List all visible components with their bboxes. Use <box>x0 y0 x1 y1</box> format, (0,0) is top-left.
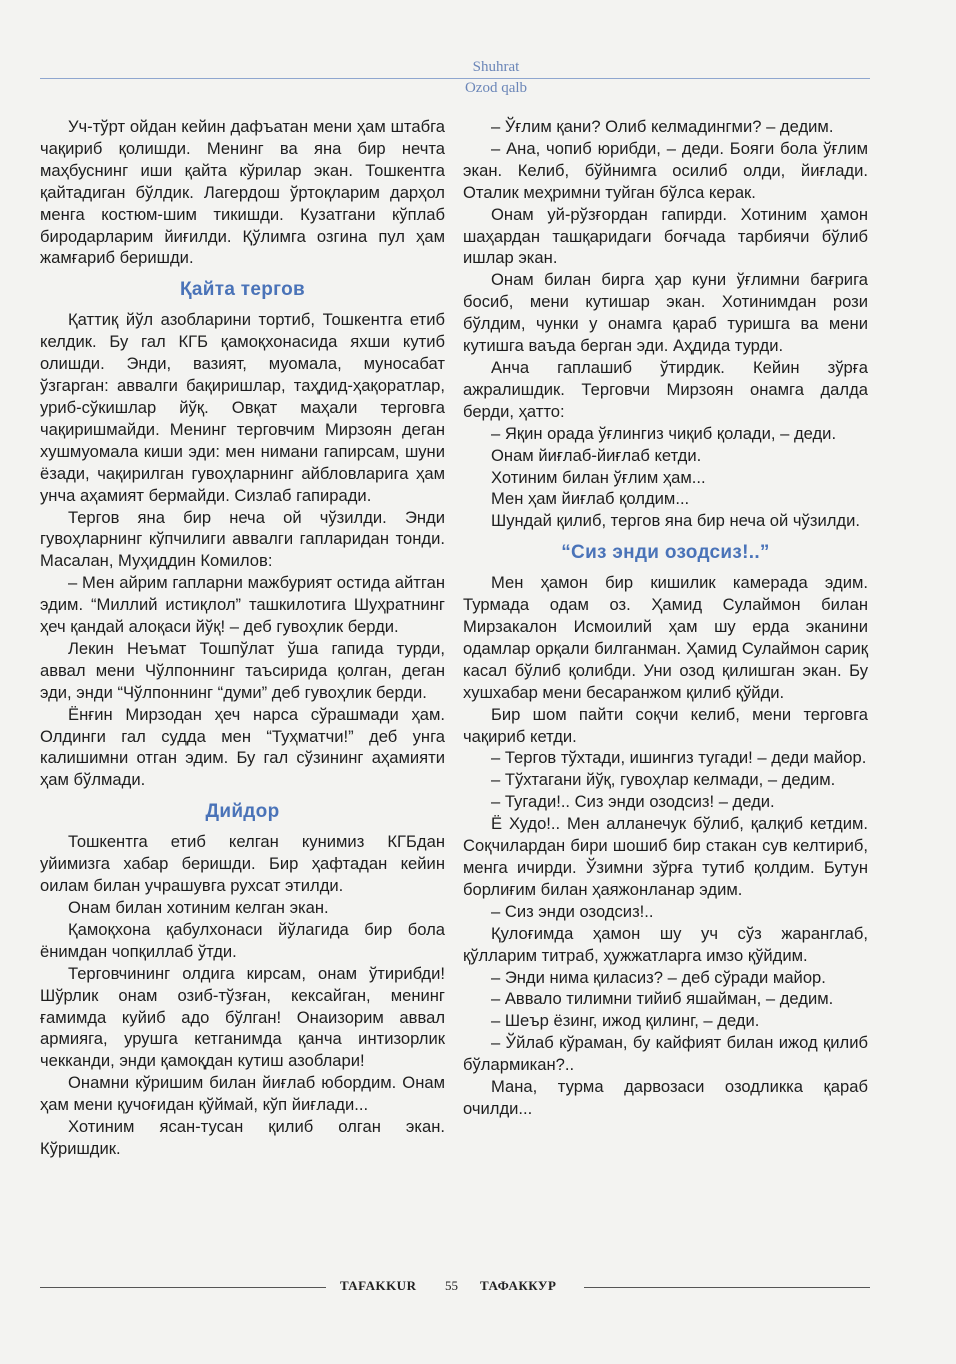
paragraph: Ё Худо!.. Мен алланечук бўлиб, қалқиб кетдим. Соқчилардан бири шошиб бир стакан сув келтириб, менга ичирди. Ўзимни зўрға тутиб қолдим. Бутун борлиғим билан ҳаяжонланар эдим. <box>463 814 868 899</box>
section-heading: “Сиз энди озодсиз!..” <box>561 542 770 564</box>
left-column <box>40 116 445 1160</box>
paragraph: Лекин Неъмат Тошпўлат ўша гапида турди, аввал мени Чўлпоннинг таъсирида қолган, деган эди, энди “Чўлпоннинг “думи” деб гувоҳлик берди. <box>40 638 445 702</box>
paragraph: – Тўхтагани йўқ, гувоҳлар келмади, – дедим. <box>491 770 836 790</box>
paragraph: – Яқин орада ўғлингиз чиқиб қолади, – деди. <box>491 423 837 443</box>
page-number: 55 <box>445 1278 458 1293</box>
right-column <box>463 116 868 1120</box>
paragraph: – Ўғлим қани? Олиб келмадингми? – дедим. <box>491 117 834 136</box>
running-head-author: Shuhrat <box>472 59 520 75</box>
paragraph: Онам уй-рўзғордан гапирди. Хотиним ҳамон шаҳардан ташқаридаги боғчада тарбиячи бўлиб ишлар экан. <box>463 204 868 268</box>
paragraph: – Мен айрим гапларни мажбурият остида айтган эдим. “Миллий истиқлол” ташкилотига Шуҳратнинг ҳеч қандай алоқаси йўқ! – деб гувоҳлик берди. <box>40 573 445 637</box>
paragraph: Анча гаплашиб ўтирдик. Кейин зўрға ажралишдик. Терговчи Мирзоян онамга далда берди, ҳатто: <box>463 357 868 421</box>
paragraph: Тергов яна бир неча ой чўзилди. Энди гувоҳларнинг кўпчилиги аввалги гапларидан тонди. Масалан, Муҳиддин Комилов: <box>40 507 445 571</box>
footer-magazine-latin: TAFAKKUR <box>340 1278 417 1293</box>
footer-rule-right <box>584 1287 870 1288</box>
paragraph: Мана, турма дарвозаси озодликка қараб очилди... <box>463 1077 868 1118</box>
page-footer <box>40 1278 870 1298</box>
paragraph: Уч-тўрт ойдан кейин дафъатан мени ҳам штабга чақириб қолишди. Менинг ва яна бир нечта маҳбуснинг иши қайта кўрилар экан. Тошкентга қайтадиган бўлдик. Лагердош ўртоқларим дарҳол менга костюм-шим тикишди. Кузатгани кўплаб биродарларим йиғилди. Қўлимга озгина пул ҳам жамғариб беришди. <box>40 117 445 268</box>
paragraph: Қамоқхона қабулхонаси йўлагида бир бола ёнимдан чопқиллаб ўтди. <box>40 919 445 961</box>
paragraph: – Энди нима қиласиз? – деб сўради майор. <box>491 967 826 987</box>
section-heading: Қайта тергов <box>179 279 306 301</box>
paragraph: Хотиним билан ўғлим ҳам... <box>491 467 706 487</box>
paragraph: Бир шом пайти соқчи келиб, мени терговга чақириб кетди. <box>463 704 868 746</box>
paragraph: – Шеър ёзинг, ижод қилинг, – деди. <box>491 1011 760 1031</box>
paragraph: Мен ҳам йиғлаб қолдим... <box>491 489 690 509</box>
paragraph: Онам билан хотиним келган экан. <box>68 898 329 917</box>
paragraph: Қулоғимда ҳамон шу уч сўз жаранглаб, қўлларим титраб, ҳужжатларга имзо қўйдим. <box>463 923 868 965</box>
paragraph: – Ана, чопиб юрибди, – деди. Бояги бола ўғлим экан. Келиб, бўйнимга осилиб олди, йиғлади. Оталик меҳримни туйган бўлса керак. <box>463 138 868 202</box>
paragraph: Онамни кўришим билан йиғлаб юбордим. Онам ҳам мени қучоғидан қўймай, кўп йиғлади... <box>40 1073 445 1115</box>
paragraph: Тошкентга етиб келган кунимиз КГБдан уйимизга хабар беришди. Бир ҳафтадан кейин оилам билан учрашувга рухсат этилди. <box>40 832 445 896</box>
section-heading: Дийдор <box>205 801 280 823</box>
paragraph: Онам билан бирга ҳар куни ўғлимни бағрига босиб, мени кутишар экан. Хотинимдан рози бўлдим, чунки у онамга қараб туришга ва мени кутишга ваъда берган эди. Аҳдида турди. <box>463 270 868 356</box>
paragraph: – Аввало тилимни тийиб яшайман, – дедим. <box>491 989 834 1009</box>
paragraph: Қаттиқ йўл азобларини тортиб, Тошкентга етиб келдик. Бу гал КГБ қамоқхонасида яхши кутиб олишди. Энди, вазият, муомала, муносабат ўзгарган: аввалги бақиришлар, таҳдид-ҳақоратлар, уриб-сўкишлар йўқ. Овқат маҳали терговга чақиришмайди. Менинг терговчим Мирзоян деган хушмуомала киши эди: мен нимани гапирсам, шуни ёзади, чақирилган гувоҳларнинг айбловларига ҳам унча аҳамият бермайди. Сизлаб гапиради. <box>40 310 445 505</box>
footer-magazine-cyrillic: ТАФАККУР <box>480 1278 557 1293</box>
paragraph: Ёнғин Мирзодан ҳеч нарса сўрашмади ҳам. Олдинги гал судда мен “Туҳматчи!” деб унга калишимни отган эдим. Бу гал сўзининг аҳамияти ҳам бўлмади. <box>40 704 445 790</box>
paragraph: – Тергов тўхтади, ишингиз тугади! – деди майор. <box>491 748 867 768</box>
paragraph: – Тугади!.. Сиз энди озодсиз! – деди. <box>491 792 775 812</box>
footer-rule-left <box>40 1287 326 1288</box>
paragraph: Онам йиғлаб-йиғлаб кетди. <box>491 445 702 465</box>
paragraph: Хотиним ясан-тусан қилиб олган экан. Кўришдик. <box>40 1117 445 1158</box>
paragraph: Шундай қилиб, тергов яна бир неча ой чўзилди. <box>491 511 860 531</box>
paragraph: Терговчининг олдига кирсам, онам ўтирибди! Шўрлик онам озиб-тўзған, кексайган, менинг ғамимда куйиб адо бўлган! Онаизорим аввал армияга, урушга кетганимда қанча интизорлик чекканди, энди қамоқдан кутиш азоблари! <box>40 963 445 1071</box>
paragraph: – Ўйлаб кўраман, бу кайфият билан ижод қилиб бўлармикан?.. <box>463 1033 868 1075</box>
running-head-title: Ozod qalb <box>464 80 528 96</box>
paragraph: – Сиз энди озодсиз!.. <box>491 901 654 921</box>
paragraph: Мен ҳамон бир кишилик камерада эдим. Турмада одам оз. Ҳамид Сулаймон билан Мирзакалон Исмоилий ҳам шу ерда эканини одамлар орқали билганман. Ҳамид Сулаймон сариқ касал бўлиб қолибди. Уни озод қилишган экан. Бу хушхабар мени бесаранжом қилиб қўйди. <box>463 573 868 702</box>
